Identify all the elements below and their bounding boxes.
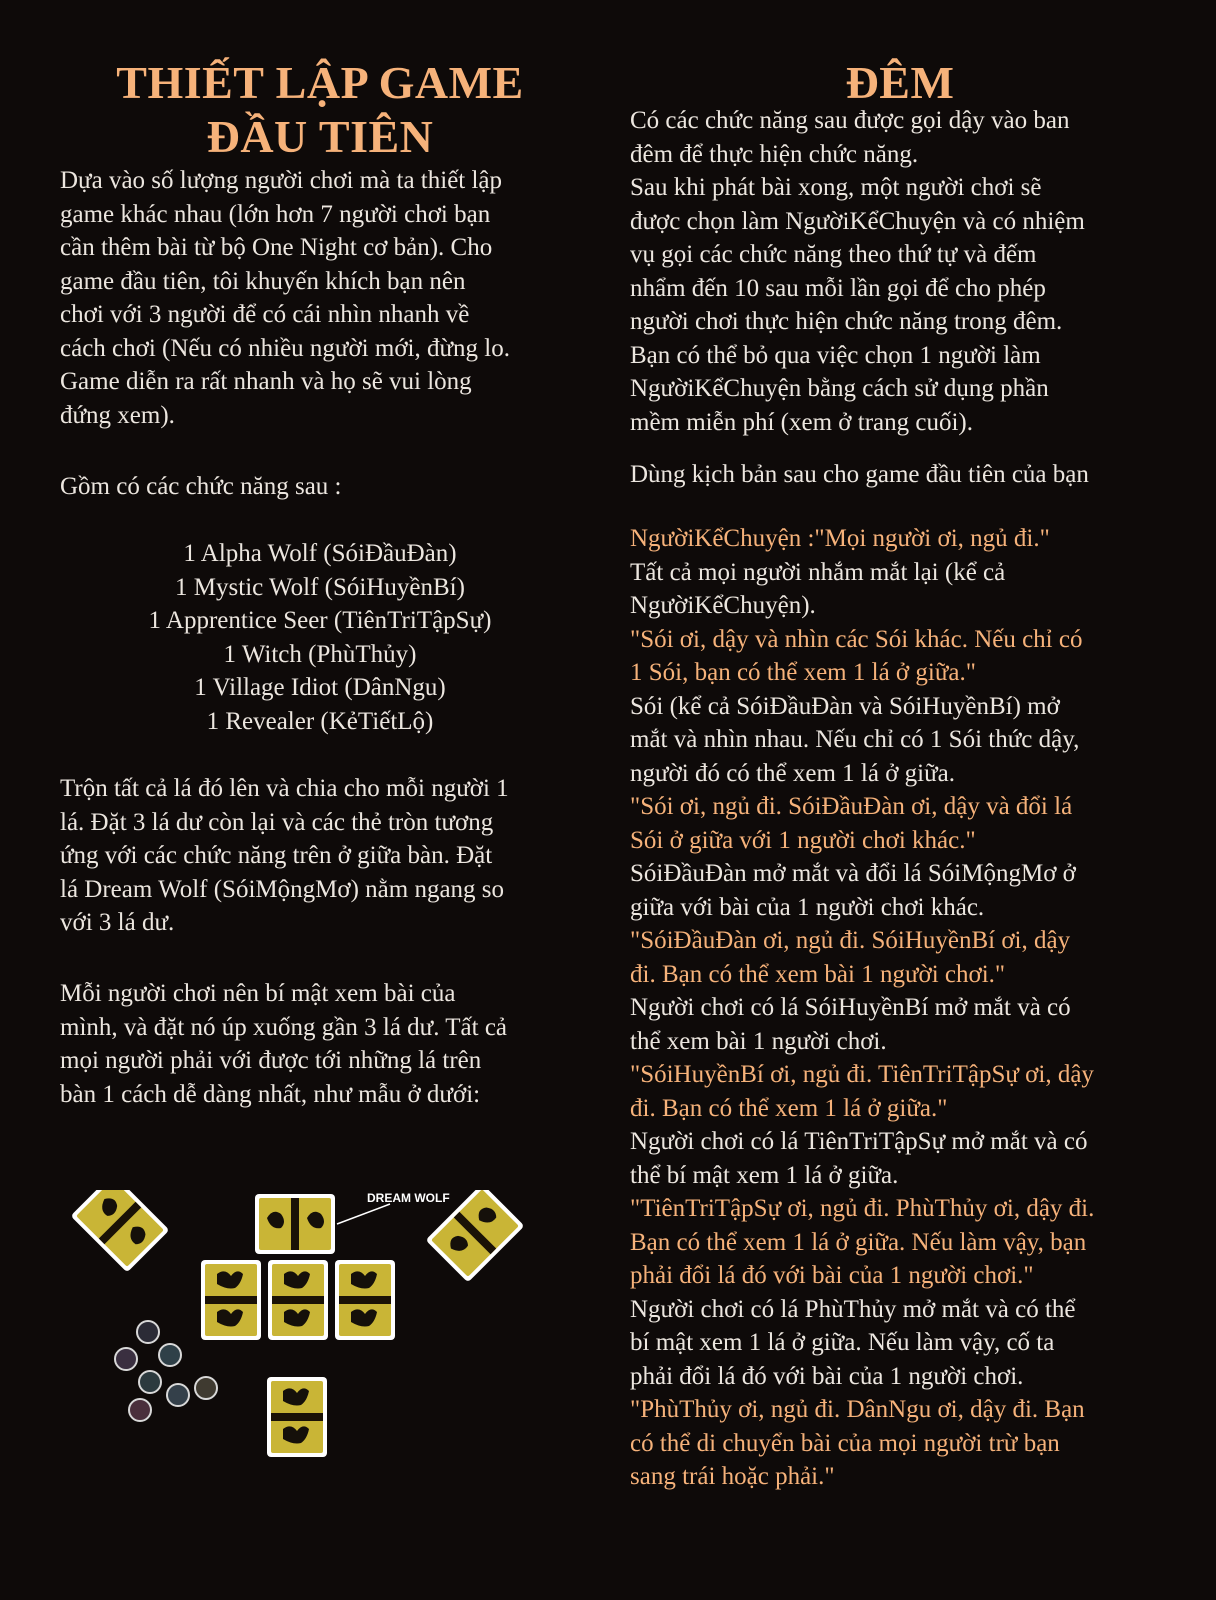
text-line: vụ gọi các chức năng theo thứ tự và đếm bbox=[630, 241, 1037, 268]
night-title: ĐÊM bbox=[845, 57, 955, 108]
action-line: bí mật xem 1 lá ở giữa. Nếu làm vậy, cố ta bbox=[630, 1329, 1055, 1356]
text-line: 1 Apprentice Seer (TiênTriTậpSự) bbox=[148, 607, 492, 634]
text-line: mọi người phải với được tới những lá trên bbox=[60, 1047, 482, 1074]
dream-wolf-label: DREAM WOLF bbox=[367, 1191, 450, 1205]
narrator-line: phải đổi lá đó với bài của 1 người chơi." bbox=[630, 1262, 1034, 1289]
action-line: Người chơi có lá PhùThủy mở mắt và có thể bbox=[630, 1295, 1076, 1323]
text-line: 1 Village Idiot (DânNgu) bbox=[194, 674, 446, 701]
script-intro: Dùng kịch bản sau cho game đầu tiên của bạn bbox=[630, 461, 1089, 488]
text-line: nhẩm đến 10 sau mỗi lần gọi để cho phép bbox=[630, 274, 1046, 302]
text-line: người chơi thực hiện chức năng trong đêm. bbox=[630, 308, 1063, 335]
narrator-line: "SóiHuyềnBí ơi, ngủ đi. TiênTriTậpSự ơi, dậy bbox=[630, 1061, 1094, 1088]
text-line: Sau khi phát bài xong, một người chơi sẽ bbox=[630, 174, 1042, 201]
player-card-bottom bbox=[267, 1377, 327, 1457]
action-line: SóiĐầuĐàn mở mắt và đổi lá SóiMộngMơ ở bbox=[630, 860, 1076, 887]
table-layout-illustration bbox=[70, 1190, 540, 1490]
narrator-line: "TiênTriTậpSự ơi, ngủ đi. PhùThủy ơi, dậy đi. bbox=[630, 1195, 1095, 1222]
action-line: giữa với bài của 1 người chơi khác. bbox=[630, 893, 985, 921]
narrator-line: "Sói ơi, ngủ đi. SóiĐầuĐàn ơi, dậy và đổi lá bbox=[630, 793, 1073, 820]
text-line: lá. Đặt 3 lá dư còn lại và các thẻ tròn tương bbox=[60, 808, 494, 836]
roles-list bbox=[60, 537, 580, 738]
placement-instructions bbox=[60, 977, 507, 1111]
text-line: Có các chức năng sau được gọi dậy vào ban bbox=[630, 107, 1070, 134]
text-line: cần thêm bài từ bộ One Night cơ bản). Cho bbox=[60, 234, 493, 261]
text-line: đứng xem). bbox=[60, 401, 175, 429]
action-line: mắt và nhìn nhau. Nếu chỉ có 1 Sói thức dậy, bbox=[630, 726, 1080, 753]
narrator-line: đi. Bạn có thể xem 1 lá ở giữa." bbox=[630, 1094, 948, 1122]
text-line: game đầu tiên, tôi khuyến khích bạn nên bbox=[60, 267, 466, 295]
setup-title-line1: THIẾT LẬP GAME bbox=[116, 57, 524, 108]
text-line: mềm miễn phí (xem ở trang cuối). bbox=[630, 408, 973, 436]
action-line: NgườiKểChuyện). bbox=[630, 592, 816, 619]
narrator-line: NgườiKểChuyện :"Mọi người ơi, ngủ đi." bbox=[630, 525, 1050, 552]
text-line: chơi với 3 người để có cái nhìn nhanh về bbox=[60, 301, 470, 328]
action-line: Người chơi có lá TiênTriTậpSự mở mắt và có bbox=[630, 1128, 1088, 1155]
text-line: Dựa vào số lượng người chơi mà ta thiết lập bbox=[60, 167, 503, 194]
night-script bbox=[630, 522, 1094, 1494]
dream-wolf-card bbox=[255, 1194, 335, 1254]
action-line: thể xem bài 1 người chơi. bbox=[630, 1027, 887, 1055]
action-line: Người chơi có lá SóiHuyềnBí mở mắt và có bbox=[630, 994, 1071, 1021]
text-line: 1 Alpha Wolf (SóiĐầuĐàn) bbox=[183, 540, 457, 567]
narrator-line: đi. Bạn có thể xem bài 1 người chơi." bbox=[630, 960, 1006, 988]
narrator-line: "Sói ơi, dậy và nhìn các Sói khác. Nếu chỉ có bbox=[630, 625, 1083, 653]
narrator-line: Bạn có thể xem 1 lá ở giữa. Nếu làm vậy, bạn bbox=[630, 1228, 1087, 1256]
text-line: được chọn làm NgườiKểChuyện và có nhiệm bbox=[630, 207, 1085, 235]
text-line: 1 Witch (PhùThủy) bbox=[223, 640, 417, 668]
narrator-line: "SóiĐầuĐàn ơi, ngủ đi. SóiHuyềnBí ơi, dậy bbox=[630, 927, 1071, 954]
setup-intro bbox=[60, 164, 510, 432]
narrator-line: "PhùThủy ơi, ngủ đi. DânNgu ơi, dậy đi. Bạn bbox=[630, 1396, 1085, 1423]
setup-title-line2: ĐẦU TIÊN bbox=[206, 111, 434, 162]
center-card-3 bbox=[335, 1260, 395, 1340]
text-line: lá Dream Wolf (SóiMộngMơ) nằm ngang so bbox=[60, 875, 505, 903]
text-line: Mỗi người chơi nên bí mật xem bài của bbox=[60, 980, 456, 1007]
roles-heading: Gồm có các chức năng sau : bbox=[60, 473, 342, 500]
action-line: Sói (kể cả SóiĐầuĐàn và SóiHuyềnBí) mở bbox=[630, 692, 1060, 720]
night-intro bbox=[630, 104, 1085, 439]
text-line: Trộn tất cả lá đó lên và chia cho mỗi người 1 bbox=[60, 775, 509, 802]
text-line: mình, và đặt nó úp xuống gần 3 lá dư. Tất cả bbox=[60, 1013, 508, 1041]
narrator-line: 1 Sói, bạn có thể xem 1 lá ở giữa." bbox=[630, 659, 976, 686]
player-card-left bbox=[71, 1190, 170, 1272]
center-card-2 bbox=[268, 1260, 328, 1340]
text-line: game khác nhau (lớn hơn 7 người chơi bạn bbox=[60, 200, 491, 228]
text-line: đêm để thực hiện chức năng. bbox=[630, 140, 919, 168]
text-line: Bạn có thể bỏ qua việc chọn 1 người làm bbox=[630, 341, 1041, 369]
center-card-1 bbox=[201, 1260, 261, 1340]
narrator-line: Sói ở giữa với 1 người chơi khác." bbox=[630, 826, 976, 854]
shuffle-instructions bbox=[60, 772, 509, 940]
text-line: bàn 1 cách dễ dàng nhất, như mẫu ở dưới: bbox=[60, 1080, 481, 1108]
dream-wolf-pointer bbox=[337, 1204, 390, 1224]
text-line: ứng với các chức năng trên ở giữa bàn. Đặt bbox=[60, 842, 493, 869]
action-line: thể bí mật xem 1 lá ở giữa. bbox=[630, 1161, 899, 1189]
action-line: Tất cả mọi người nhắm mắt lại (kể cả bbox=[630, 558, 1006, 586]
text-line: cách chơi (Nếu có nhiều người mới, đừng lo. bbox=[60, 334, 510, 362]
text-line: 1 Mystic Wolf (SóiHuyềnBí) bbox=[175, 573, 465, 601]
setup-title bbox=[60, 56, 580, 164]
text-line: với 3 lá dư. bbox=[60, 909, 175, 936]
action-line: phải đổi lá đó với bài của 1 người chơi. bbox=[630, 1362, 1024, 1390]
narrator-line: sang trái hoặc phải." bbox=[630, 1463, 835, 1490]
text-line: Game diễn ra rất nhanh và họ sẽ vui lòng bbox=[60, 368, 472, 395]
action-line: người đó có thể xem 1 lá ở giữa. bbox=[630, 759, 955, 787]
text-line: 1 Revealer (KẻTiếtLộ) bbox=[206, 707, 434, 735]
narrator-line: có thể di chuyển bài của mọi người trừ bạn bbox=[630, 1429, 1060, 1457]
text-line: NgườiKểChuyện bằng cách sử dụng phần bbox=[630, 375, 1049, 402]
